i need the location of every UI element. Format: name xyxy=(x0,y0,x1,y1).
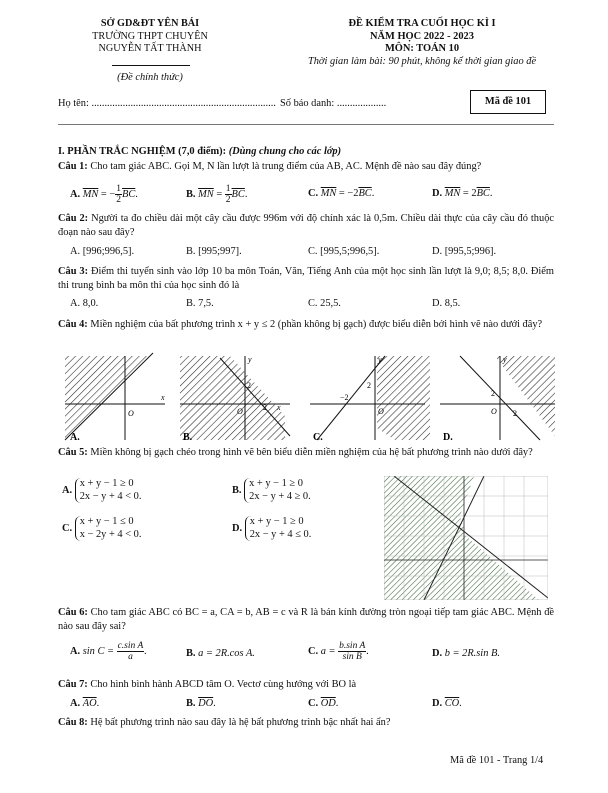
q3-label: Câu 3: xyxy=(58,266,89,277)
name-field: Họ tên: ....................................................................... xyxy=(58,98,276,109)
svg-text:D.: D. xyxy=(443,432,453,443)
q5-c-line2: x − 2y + 4 < 0. xyxy=(79,528,142,540)
svg-text:2: 2 xyxy=(491,389,495,398)
q4-figure-d[interactable] xyxy=(440,355,555,443)
svg-text:B.: B. xyxy=(183,432,193,443)
q7-label: Câu 7: xyxy=(58,679,88,690)
q1-option-b[interactable]: B. $\overline{MN}$ = $\frac{1}{2}$ $\overline{BC}$. xyxy=(186,184,248,205)
question-5 xyxy=(58,446,554,460)
school-year: NĂM HỌC 2022 - 2023 xyxy=(370,30,474,42)
header-right xyxy=(272,18,572,68)
q1-text: Cho tam giác ABC. Gọi M, N lần lượt là trung điểm của AB, AC. Mệnh đề nào sau đây đúng? xyxy=(90,161,482,172)
q2-text: Người ta đo chiều dài một cây cầu được 996m với độ chính xác là 0,5m. Chiều dài thực của cây cầu đó thuộc đoạn nào sau đây? xyxy=(58,213,555,238)
section-note: (Dùng chung cho các lớp) xyxy=(228,146,342,157)
q4-figure-b[interactable] xyxy=(180,355,290,443)
q5-a-line1: x + y − 1 ≥ 0 xyxy=(79,478,134,489)
svg-text:A.: A. xyxy=(70,432,80,443)
svg-text:2: 2 xyxy=(263,403,267,412)
q5-b-line1: x + y − 1 ≥ 0 xyxy=(249,478,303,489)
duration: Thời gian làm bài: 90 phút, không kể thời gian giao đề xyxy=(307,55,537,67)
q5-figure xyxy=(384,476,548,600)
q5-text: Miền không bị gạch chéo trong hình vẽ bên biểu diễn miền nghiệm của hệ bất phương trình nào dưới đây? xyxy=(90,447,533,458)
q1-label: Câu 1: xyxy=(58,161,88,172)
id-field: Số báo danh: ................... xyxy=(280,98,387,109)
q4-figures xyxy=(55,348,565,444)
svg-text:y: y xyxy=(248,355,252,364)
header-left xyxy=(60,18,240,56)
q7-c-vector: $\overline{OD}$ xyxy=(320,698,336,709)
q1-b-label: B. xyxy=(186,188,196,200)
q1-c-label: C. xyxy=(308,188,319,199)
page-footer: Mã đề 101 - Trang 1/4 xyxy=(450,755,544,766)
q2-option-b[interactable]: B. [995;997]. xyxy=(186,246,242,257)
q7-option-b[interactable]: B. $\overline{DO}$. xyxy=(186,698,216,709)
svg-text:O: O xyxy=(128,409,134,418)
q5-d-line1: x + y − 1 ≥ 0 xyxy=(249,516,304,527)
question-6 xyxy=(58,606,554,633)
question-4 xyxy=(58,318,554,332)
svg-text:C.: C. xyxy=(313,432,323,443)
svg-text:2: 2 xyxy=(367,381,371,390)
q6-option-d[interactable]: D. b = 2R.sin B. xyxy=(432,648,500,659)
svg-text:O: O xyxy=(491,407,497,416)
svg-text:−2: −2 xyxy=(340,393,349,402)
question-2 xyxy=(58,212,554,239)
school-line-1: TRƯỜNG THPT CHUYÊN xyxy=(92,30,208,42)
svg-text:2: 2 xyxy=(513,409,517,418)
svg-text:x: x xyxy=(277,403,281,412)
svg-text:O: O xyxy=(378,407,384,416)
exam-title: ĐỀ KIỂM TRA CUỐI HỌC KÌ I xyxy=(348,18,496,29)
q7-option-c[interactable]: C. $\overline{OD}$. xyxy=(308,698,339,709)
header-divider xyxy=(112,65,190,66)
q1-d-label: D. xyxy=(432,188,443,199)
svg-text:x: x xyxy=(161,393,165,402)
q8-label: Câu 8: xyxy=(58,717,88,728)
q3-option-b[interactable]: B. 7,5. xyxy=(186,298,214,309)
q4-figure-c[interactable] xyxy=(310,355,430,443)
q5-d-line2: 2x − y + 4 ≤ 0. xyxy=(249,528,312,540)
official-label: (Đề chính thức) xyxy=(117,72,183,83)
q6-text: Cho tam giác ABC có BC = a, CA = b, AB = c và R là bán kính đường tròn ngoại tiếp tam giác ABC. Mệnh đề nào sau đây sai? xyxy=(58,607,554,632)
q1-option-a[interactable]: A. $\overline{MN}$ = − $\frac{1}{2}$ $\overline{BC}$. xyxy=(70,184,138,205)
q1-option-c[interactable]: C. $\overline{MN} = -2\overline{BC}$. xyxy=(308,188,375,199)
q5-c-line1: x + y − 1 ≤ 0 xyxy=(79,516,134,527)
section-title xyxy=(58,146,341,157)
q4-label: Câu 4: xyxy=(58,319,88,330)
svg-text:2: 2 xyxy=(247,381,251,390)
svg-text:O: O xyxy=(237,407,243,416)
q5-option-d[interactable]: D. x + y − 1 ≥ 0 2x − y + 4 ≤ 0. xyxy=(232,516,312,540)
q7-b-vector: $\overline{DO}$ xyxy=(198,698,214,709)
q1-option-d[interactable]: D. $\overline{MN} = 2\overline{BC}$. xyxy=(432,188,493,199)
q2-option-a[interactable]: A. [996;996,5]. xyxy=(70,246,135,257)
q7-text: Cho hình bình hành ABCD tâm O. Vectơ cùng hướng với BO là xyxy=(90,679,357,690)
svg-text:y: y xyxy=(503,355,507,364)
q3-option-c[interactable]: C. 25,5. xyxy=(308,298,341,309)
q6-option-a[interactable]: A. sin C = $\frac{\text{c.sin A}}{a}$ . xyxy=(70,641,147,662)
q5-b-line2: 2x − y + 4 ≥ 0. xyxy=(249,490,311,502)
school-line-2: NGUYỄN TẤT THÀNH xyxy=(98,43,202,54)
q4-text: Miền nghiệm của bất phương trình x + y ≤ 2 (phần không bị gạch) được biểu diễn bởi hình vẽ nào dưới đây? xyxy=(90,319,543,330)
q5-option-b[interactable]: B. x + y − 1 ≥ 0 2x − y + 4 ≥ 0. xyxy=(232,478,311,502)
header-rule xyxy=(58,124,554,125)
q2-label: Câu 2: xyxy=(58,213,89,224)
q2-option-c[interactable]: C. [995,5;996,5]. xyxy=(308,246,380,257)
q5-a-line2: 2x − y + 4 < 0. xyxy=(79,490,142,502)
org-name: SỞ GD&ĐT YÊN BÁI xyxy=(100,18,200,29)
q7-option-a[interactable]: A. $\overline{AO}$. xyxy=(70,698,100,709)
q6-d-text: b = 2R.sin B. xyxy=(444,648,500,659)
question-3 xyxy=(58,265,554,292)
q6-label: Câu 6: xyxy=(58,607,88,618)
q2-option-d[interactable]: D. [995,5;996]. xyxy=(432,246,497,257)
question-7 xyxy=(58,678,554,692)
q4-figure-a[interactable] xyxy=(65,353,165,443)
q5-option-c[interactable]: C. x + y − 1 ≤ 0 x − 2y + 4 < 0. xyxy=(62,516,142,540)
q1-a-label: A. xyxy=(70,188,81,200)
q8-text: Hệ bất phương trình nào sau đây là hệ bất phương trình bậc nhất hai ẩn? xyxy=(90,717,391,728)
exam-code-box: Mã đề 101 xyxy=(470,90,546,114)
q6-option-b[interactable]: B. a = 2R.cos A. xyxy=(186,648,255,659)
q7-d-vector: $\overline{CO}$ xyxy=(444,698,460,709)
q6-option-c[interactable]: C. a = $\frac{\text{b.sin A}}{\text{sin B}}$ . xyxy=(308,641,369,662)
q7-option-d[interactable]: D. $\overline{CO}$. xyxy=(432,698,462,709)
q3-text: Điểm thi tuyển sinh vào lớp 10 ba môn Toán, Văn, Tiếng Anh của một học sinh lần lượt là 9,0; 8,5; 8,0. Điểm thi trung bình ba môn thi của học sinh đó là xyxy=(58,266,554,291)
q3-option-a[interactable]: A. 8,0. xyxy=(70,298,99,309)
q6-b-text: a = 2R.cos A. xyxy=(198,648,255,659)
q5-label: Câu 5: xyxy=(58,447,88,458)
q7-a-vector: $\overline{AO}$ xyxy=(82,698,97,709)
question-8 xyxy=(58,716,554,730)
subject: MÔN: TOÁN 10 xyxy=(384,43,460,54)
question-1 xyxy=(58,160,554,174)
q3-option-d[interactable]: D. 8,5. xyxy=(432,298,461,309)
q5-option-a[interactable]: A. x + y − 1 ≥ 0 2x − y + 4 < 0. xyxy=(62,478,142,502)
section-title-text: I. PHẦN TRẮC NGHIỆM (7,0 điểm): xyxy=(58,146,227,157)
svg-text:y: y xyxy=(378,355,382,364)
